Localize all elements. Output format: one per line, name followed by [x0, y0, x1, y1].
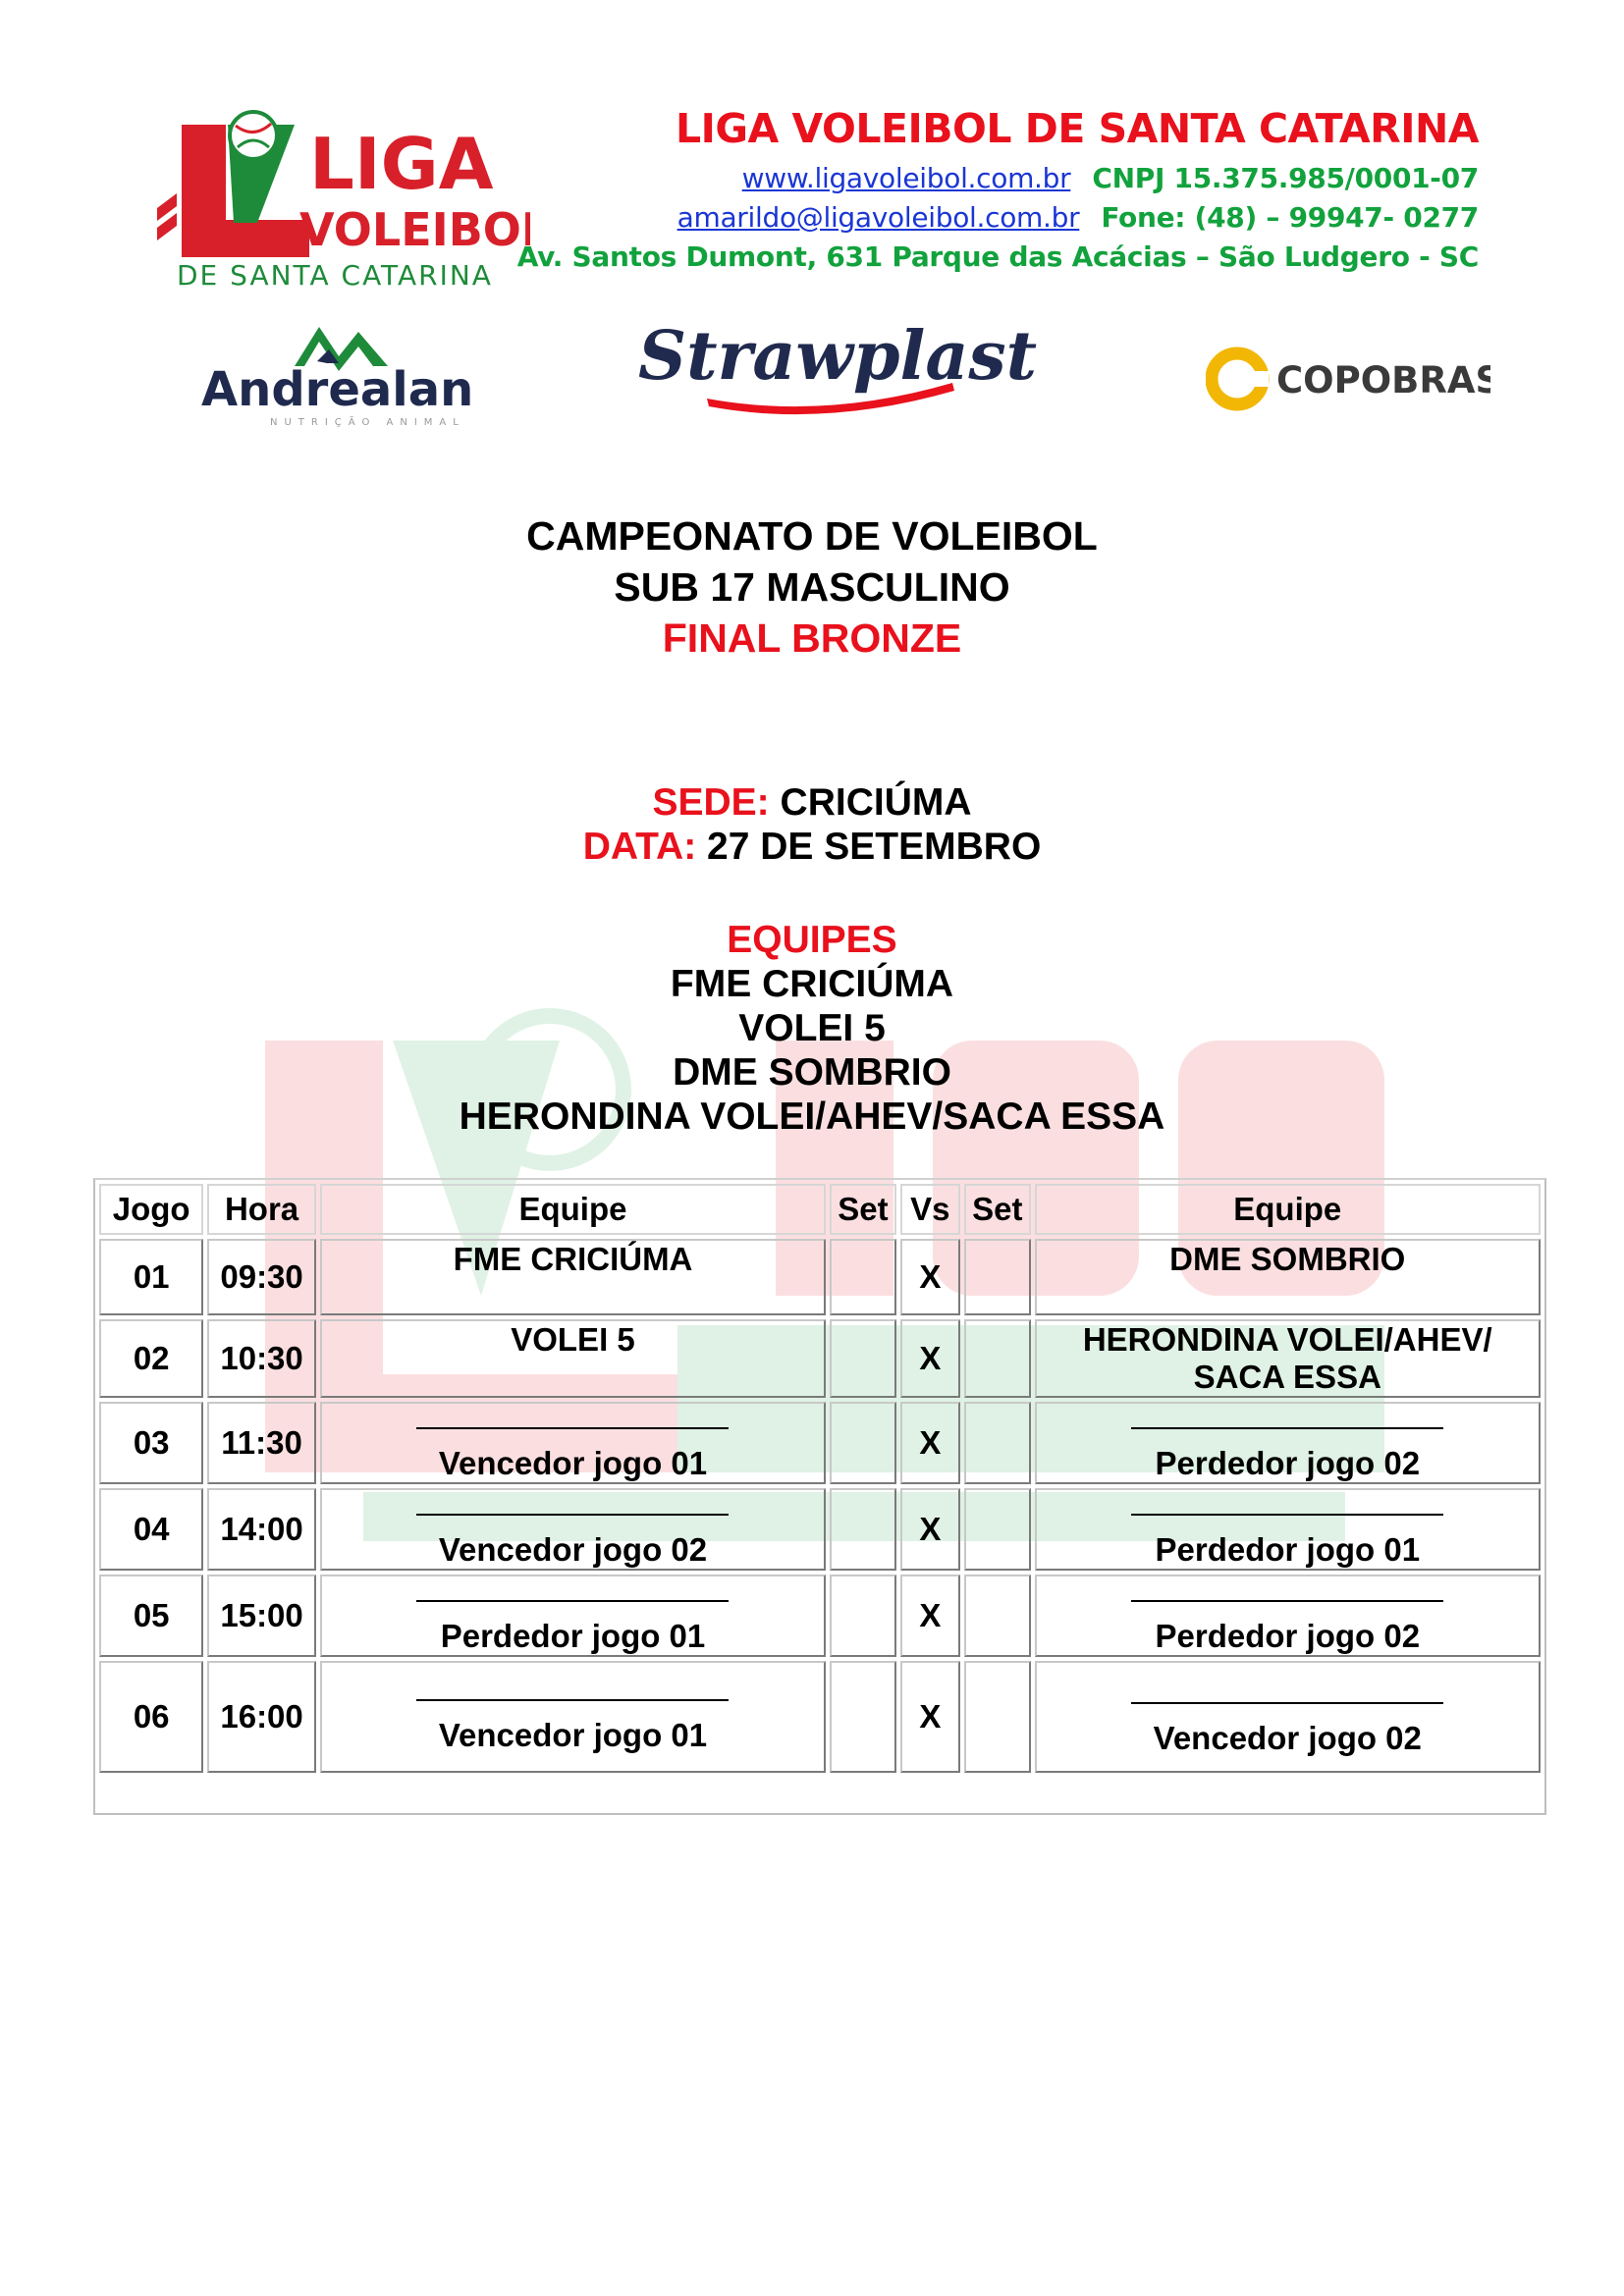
website-link[interactable]: www.ligavoleibol.com.br: [741, 162, 1071, 194]
header-equipe-a: Equipe: [320, 1184, 826, 1235]
games-table: [95, 1180, 1544, 1777]
table-header-row: [99, 1184, 1541, 1235]
strawplast-name: Strawplast: [638, 317, 1038, 396]
set-a-cell: [830, 1319, 895, 1398]
vs-cell: X: [900, 1575, 960, 1657]
team-b-label: Perdedor jogo 02: [1155, 1618, 1421, 1654]
sede-label: SEDE:: [652, 781, 770, 824]
team-a-cell: [320, 1488, 826, 1571]
vs-cell: X: [900, 1488, 960, 1571]
jogo-cell: 03: [99, 1402, 203, 1484]
phone: Fone: (48) – 99947- 0277: [1101, 201, 1479, 234]
blank-line: [416, 1592, 729, 1602]
email-link[interactable]: amarildo@ligavoleibol.com.br: [677, 201, 1080, 234]
team-b-label: Perdedor jogo 01: [1155, 1531, 1421, 1568]
vs-cell: X: [900, 1239, 960, 1315]
title-line-2: SUB 17 MASCULINO: [614, 564, 1010, 610]
hora-cell: 11:30: [207, 1402, 315, 1484]
table-row: [99, 1402, 1541, 1484]
team-b-cell: [1035, 1402, 1541, 1484]
cnpj: CNPJ 15.375.985/0001-07: [1092, 162, 1479, 194]
set-a-cell: [830, 1402, 895, 1484]
set-a-cell: [830, 1239, 895, 1315]
set-b-cell: [964, 1661, 1030, 1773]
vs-cell: X: [900, 1319, 960, 1398]
copobras-logo: [1206, 342, 1490, 420]
logo-voleibol-text: VOLEIBOL: [299, 203, 530, 256]
team-b-line-1: HERONDINA VOLEI/AHEV/: [1082, 1321, 1492, 1358]
title-line-3: FINAL BRONZE: [662, 615, 962, 661]
jogo-cell: 05: [99, 1575, 203, 1657]
liga-logo: [147, 110, 530, 292]
contact-block: [517, 98, 1479, 277]
set-b-cell: [964, 1488, 1030, 1571]
team-b-cell: [1035, 1661, 1541, 1773]
hora-cell: 10:30: [207, 1319, 315, 1398]
header-vs: Vs: [900, 1184, 960, 1235]
team-a-cell: FME CRICIÚMA: [320, 1239, 826, 1315]
sede-value: CRICIÚMA: [780, 781, 972, 824]
team-a-label: Perdedor jogo 01: [440, 1618, 706, 1654]
team-a-cell: [320, 1402, 826, 1484]
blank-line: [1131, 1506, 1443, 1516]
hora-cell: 09:30: [207, 1239, 315, 1315]
jogo-cell: 02: [99, 1319, 203, 1398]
set-b-cell: [964, 1239, 1030, 1315]
set-a-cell: [830, 1661, 895, 1773]
set-b-cell: [964, 1575, 1030, 1657]
team-a-cell: VOLEI 5: [320, 1319, 826, 1398]
team-item: VOLEI 5: [738, 1007, 886, 1049]
table-row: [99, 1239, 1541, 1315]
teams-heading: EQUIPES: [727, 919, 897, 961]
blank-line: [416, 1506, 729, 1516]
logo-liga-text: LIGA: [309, 123, 494, 205]
logo-santa-catarina-text: DE SANTA CATARINA: [177, 259, 493, 292]
team-item: FME CRICIÚMA: [670, 963, 954, 1005]
strawplast-logo: [628, 312, 1041, 420]
copobras-name: COPOBRAS: [1276, 359, 1490, 401]
set-b-cell: [964, 1402, 1030, 1484]
team-a-label: Vencedor jogo 01: [438, 1445, 708, 1481]
team-a-cell: [320, 1575, 826, 1657]
table-row: [99, 1488, 1541, 1571]
team-b-line-2: SACA ESSA: [1193, 1359, 1381, 1395]
table-row: [99, 1575, 1541, 1657]
blank-line: [1131, 1592, 1443, 1602]
set-a-cell: [830, 1488, 895, 1571]
team-a-cell: [320, 1661, 826, 1773]
team-b-cell: DME SOMBRIO: [1035, 1239, 1541, 1315]
blank-line: [1131, 1694, 1443, 1704]
team-b-label: Perdedor jogo 02: [1155, 1445, 1421, 1481]
organization-name: LIGA VOLEIBOL DE SANTA CATARINA: [676, 105, 1479, 152]
andrealan-name: Andrealan: [201, 362, 474, 417]
header-set-b: Set: [964, 1184, 1030, 1235]
andrealan-tagline: NUTRIÇÃO ANIMAL: [270, 417, 465, 428]
data-label: DATA:: [582, 826, 697, 868]
set-b-cell: [964, 1319, 1030, 1398]
team-b-cell: [1035, 1488, 1541, 1571]
vs-cell: X: [900, 1402, 960, 1484]
andrealan-logo: [201, 312, 486, 428]
data-value: 27 DE SETEMBRO: [707, 826, 1042, 868]
title-block: [0, 510, 1624, 664]
team-a-label: Vencedor jogo 02: [438, 1531, 708, 1568]
vs-cell: X: [900, 1661, 960, 1773]
table-row: [99, 1319, 1541, 1398]
jogo-cell: 04: [99, 1488, 203, 1571]
teams-block: [0, 918, 1624, 1139]
jogo-cell: 01: [99, 1239, 203, 1315]
blank-line: [416, 1419, 729, 1429]
venue-block: [0, 780, 1624, 869]
team-a-label: Vencedor jogo 01: [438, 1717, 708, 1753]
hora-cell: 14:00: [207, 1488, 315, 1571]
team-b-cell: [1035, 1319, 1541, 1398]
set-a-cell: [830, 1575, 895, 1657]
header-hora: Hora: [207, 1184, 315, 1235]
jogo-cell: 06: [99, 1661, 203, 1773]
team-b-label: Vencedor jogo 02: [1153, 1720, 1422, 1756]
hora-cell: 16:00: [207, 1661, 315, 1773]
header-equipe-b: Equipe: [1035, 1184, 1541, 1235]
address: Av. Santos Dumont, 631 Parque das Acácias – São Ludgero - SC: [516, 240, 1479, 273]
title-line-1: CAMPEONATO DE VOLEIBOL: [526, 513, 1098, 559]
team-item: HERONDINA VOLEI/AHEV/SACA ESSA: [459, 1095, 1165, 1138]
blank-line: [416, 1691, 729, 1701]
header-jogo: Jogo: [99, 1184, 203, 1235]
team-item: DME SOMBRIO: [673, 1051, 951, 1094]
blank-line: [1131, 1419, 1443, 1429]
hora-cell: 15:00: [207, 1575, 315, 1657]
team-b-cell: [1035, 1575, 1541, 1657]
games-table-container: [93, 1178, 1546, 1815]
header-set-a: Set: [830, 1184, 895, 1235]
table-row: [99, 1661, 1541, 1773]
